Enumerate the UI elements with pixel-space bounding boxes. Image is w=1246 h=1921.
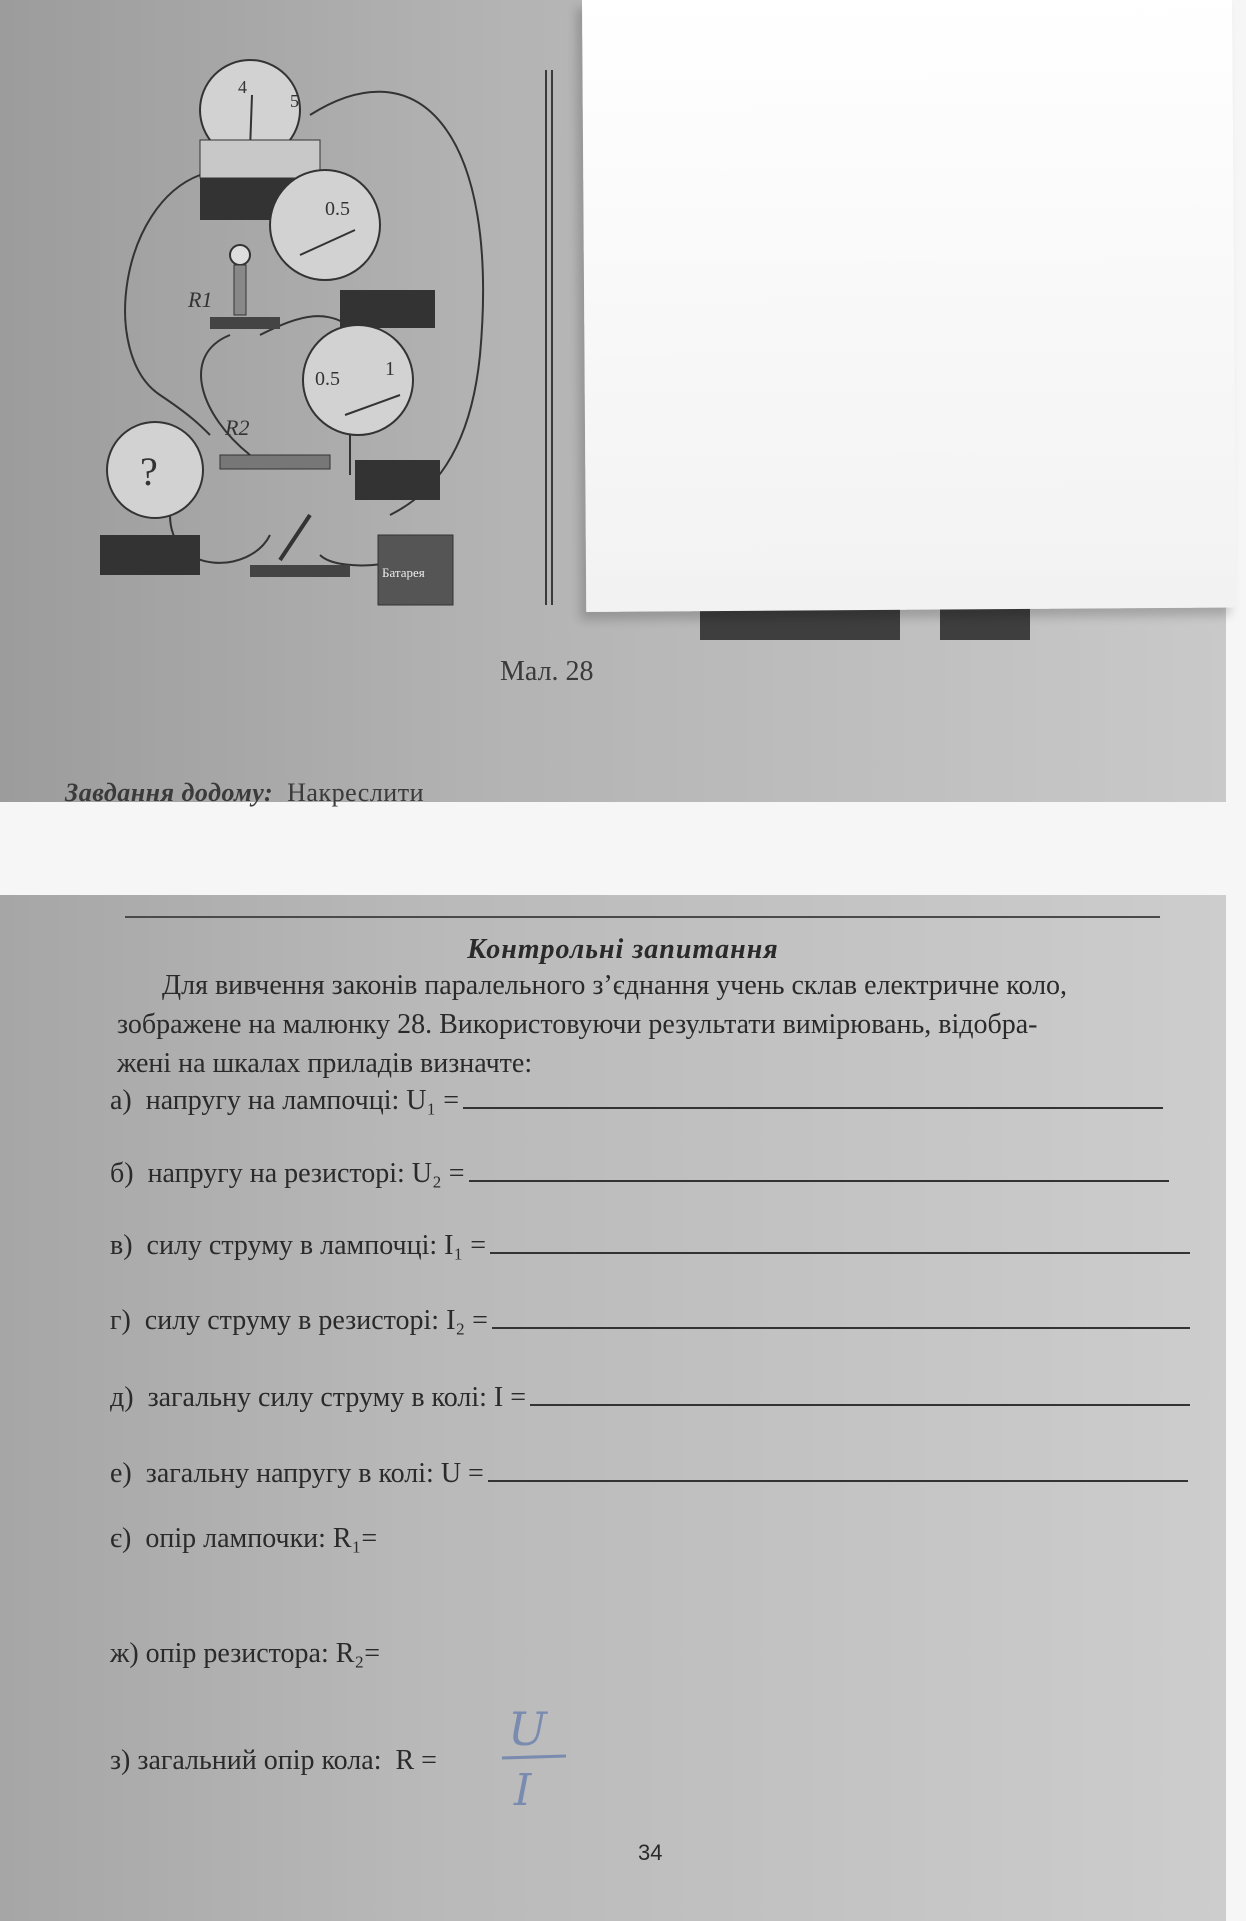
switch <box>250 515 350 577</box>
figure-caption: Мал. 28 <box>500 656 594 687</box>
unknown-mark: ? <box>140 449 158 494</box>
r2-label: R2 <box>225 415 250 440</box>
intro-line: зображене на малюнку 28. Використовуючи результати вимірювань, відобра- <box>117 1009 1038 1040</box>
question-label: е) загальну напругу в колі: U = <box>110 1458 484 1489</box>
question-item <box>110 1305 1190 1337</box>
question-item <box>110 1745 1190 1777</box>
answer-blank <box>463 1106 1163 1109</box>
ammeter-mid <box>270 170 435 328</box>
question-label: ж) опір резистора: R₂= <box>110 1638 380 1669</box>
gauge-low-label-b: 1 <box>385 358 395 380</box>
answer-blank <box>492 1326 1190 1329</box>
gauge-top-label-a: 4 <box>238 77 247 97</box>
handwritten-denominator: I <box>514 1765 532 1815</box>
question-item <box>110 1085 1190 1117</box>
top-rule <box>125 916 1160 918</box>
answer-blank <box>530 1403 1190 1406</box>
section-title: Контрольні запитання <box>467 934 779 965</box>
question-label: г) силу струму в резисторі: I₂ = <box>110 1305 488 1336</box>
question-item <box>110 1382 1190 1414</box>
r1-label: R1 <box>188 287 213 312</box>
battery-label: Батарея <box>382 565 425 580</box>
gauge-top-label-b: 5 <box>290 91 299 111</box>
question-label: в) силу струму в лампочці: I₁ = <box>110 1230 487 1261</box>
homework-label: Завдання додому: <box>65 778 274 807</box>
question-label: б) напругу на резисторі: U₂ = <box>110 1158 465 1189</box>
unknown-meter <box>100 422 203 575</box>
handwritten-numerator: U <box>508 1702 547 1756</box>
question-label: з) загальний опір кола: R = <box>110 1745 437 1776</box>
gauge-mid-label: 0.5 <box>325 198 350 220</box>
intro-line: жені на шкалах приладів визначте: <box>117 1048 533 1079</box>
question-item <box>110 1458 1190 1490</box>
handwritten-fraction <box>500 1700 570 1815</box>
question-label: д) загальну силу струму в колі: I = <box>110 1382 526 1413</box>
answer-blank <box>488 1479 1188 1482</box>
page-number: 34 <box>638 1840 663 1865</box>
question-item <box>110 1638 1190 1670</box>
ammeter-low <box>303 325 440 500</box>
question-label: а) напругу на лампочці: U₁ = <box>110 1085 460 1116</box>
overlay-paper <box>582 0 1236 612</box>
homework-line <box>65 778 424 808</box>
answer-blank <box>490 1251 1190 1254</box>
intro-text <box>117 966 1177 1083</box>
circuit-figure <box>100 55 570 625</box>
gauge-low-label-a: 0.5 <box>315 368 340 390</box>
question-label: є) опір лампочки: R₁= <box>110 1523 378 1554</box>
homework-text: Накреслити <box>287 778 424 807</box>
question-item <box>110 1523 1190 1555</box>
question-item <box>110 1230 1190 1262</box>
intro-line: Для вивчення законів паралельного з’єднання учень склав електричне коло, <box>162 970 1068 1001</box>
battery <box>378 535 453 605</box>
question-item <box>110 1158 1190 1190</box>
frame-line <box>545 70 553 605</box>
answer-blank <box>469 1179 1169 1182</box>
lamp-r1 <box>187 245 280 329</box>
